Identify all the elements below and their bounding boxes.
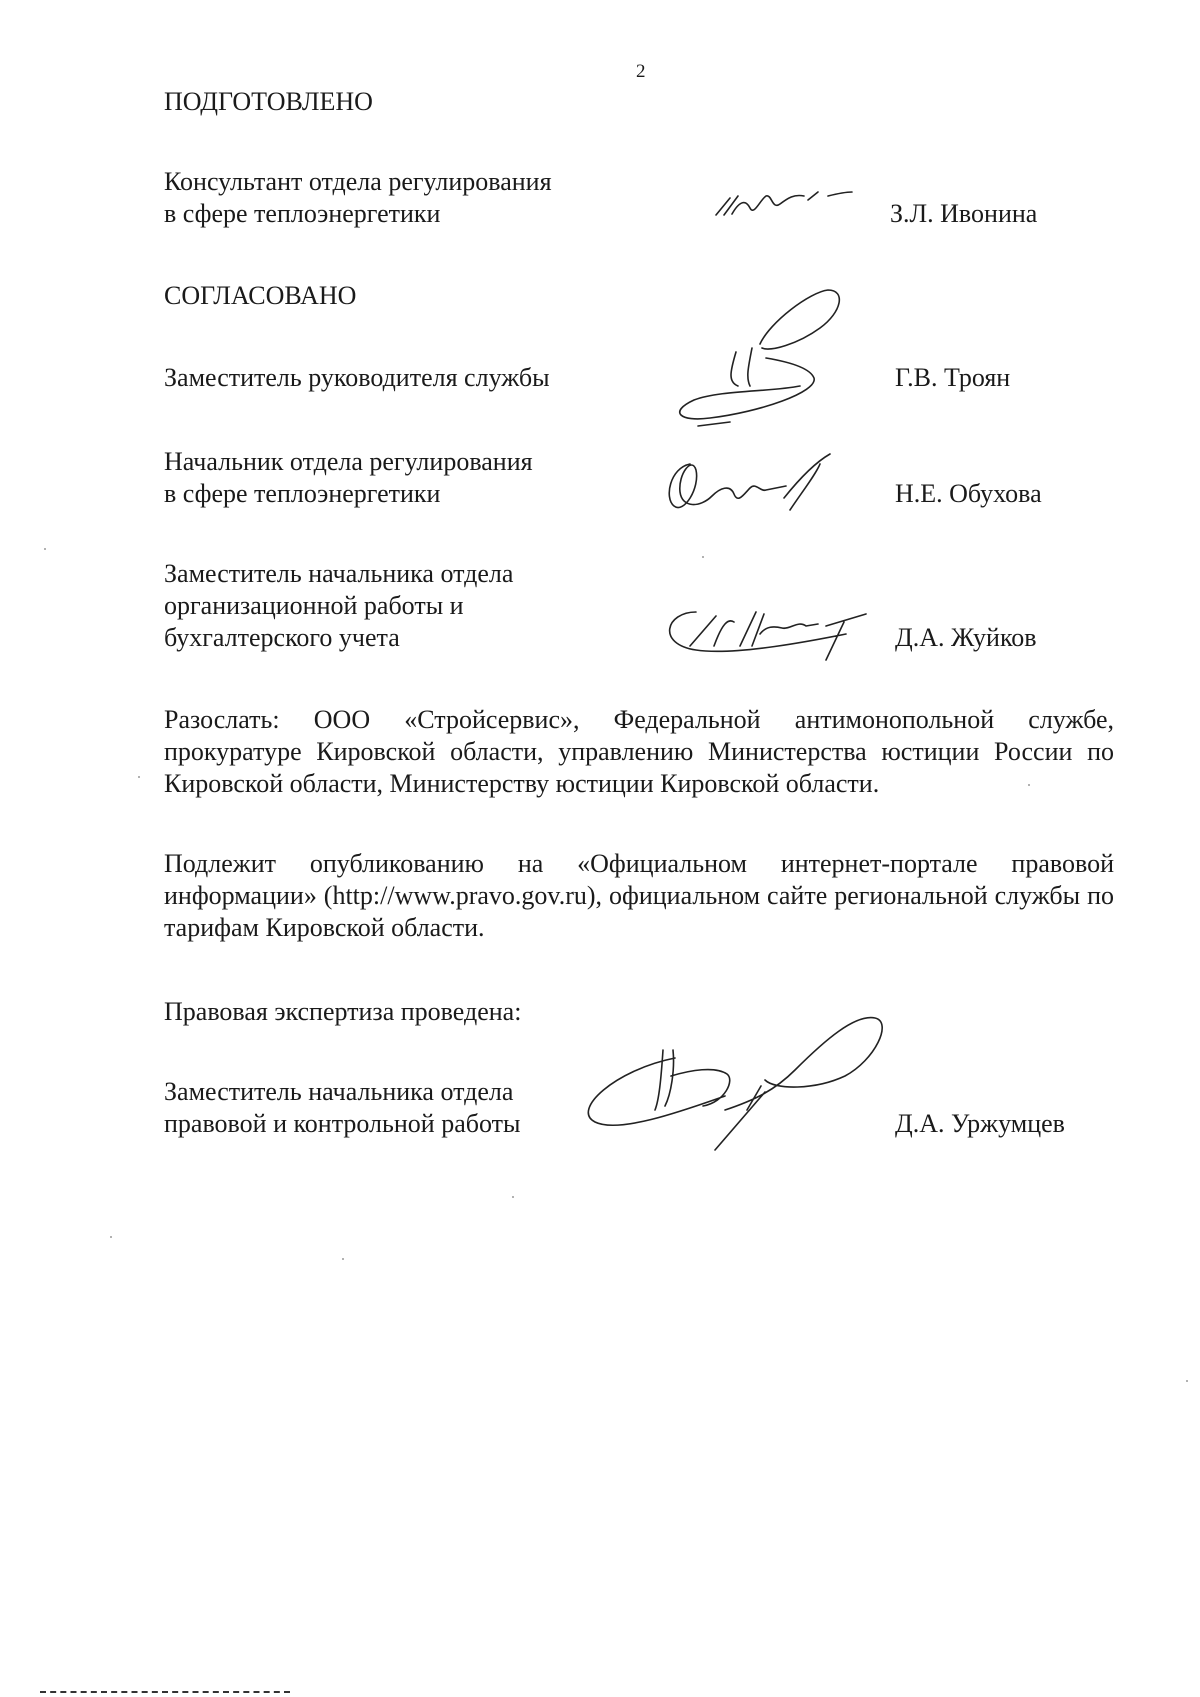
legal-review-position-line-2: правовой и контрольной работы [164, 1109, 521, 1138]
prepared-position-line-1: Консультант отдела регулирования [164, 167, 552, 196]
footer-rule [40, 1691, 290, 1693]
signatory-3-position-line-3: бухгалтерского учета [164, 623, 400, 652]
signature-urzhumtsev [575, 1010, 895, 1160]
scan-speck [44, 548, 46, 550]
prepared-position-line-2: в сфере теплоэнергетики [164, 199, 441, 228]
legal-review-name: Д.А. Уржумцев [895, 1109, 1065, 1138]
signatory-2-position-line-1: Начальник отдела регулирования [164, 447, 533, 476]
scan-speck [138, 776, 140, 778]
page-number: 2 [636, 61, 646, 82]
signatory-3-position-line-2: организационной работы и [164, 591, 464, 620]
distribution-paragraph: Разослать: ООО «Стройсервис», Федеральной антимонопольной службе, прокуратуре Кировской области, управлению Министерства юстиции России по Кировской области, Министерству юстиции Кировской области. [164, 705, 1114, 798]
signatory-3-name: Д.А. Жуйков [895, 623, 1037, 652]
scan-speck [512, 1196, 514, 1198]
scan-speck [1186, 1380, 1188, 1382]
scan-speck [110, 1236, 112, 1238]
scan-speck [1028, 784, 1030, 786]
publication-paragraph: Подлежит опубликованию на «Официальном интернет-портале правовой информации» (http://www.pravo.gov.ru), официальном сайте региональной службы по тарифам Кировской области. [164, 849, 1114, 942]
signatory-2-position-line-2: в сфере теплоэнергетики [164, 479, 441, 508]
legal-review-heading: Правовая экспертиза проведена: [164, 997, 522, 1026]
signature-obukhova [660, 448, 840, 528]
prepared-name: З.Л. Ивонина [890, 199, 1038, 228]
scan-speck [702, 556, 704, 558]
signature-troyan [670, 282, 880, 442]
signatory-1-position: Заместитель руководителя службы [164, 363, 550, 392]
signatory-3-position-line-1: Заместитель начальника отдела [164, 559, 514, 588]
prepared-heading: ПОДГОТОВЛЕНО [164, 87, 373, 116]
legal-review-position-line-1: Заместитель начальника отдела [164, 1077, 514, 1106]
signature-ivonina [710, 170, 860, 240]
agreed-heading: СОГЛАСОВАНО [164, 281, 357, 310]
signatory-1-name: Г.В. Троян [895, 363, 1011, 392]
signature-zhuikov [656, 600, 886, 670]
scan-speck [342, 1258, 344, 1260]
signatory-2-name: Н.Е. Обухова [895, 479, 1042, 508]
